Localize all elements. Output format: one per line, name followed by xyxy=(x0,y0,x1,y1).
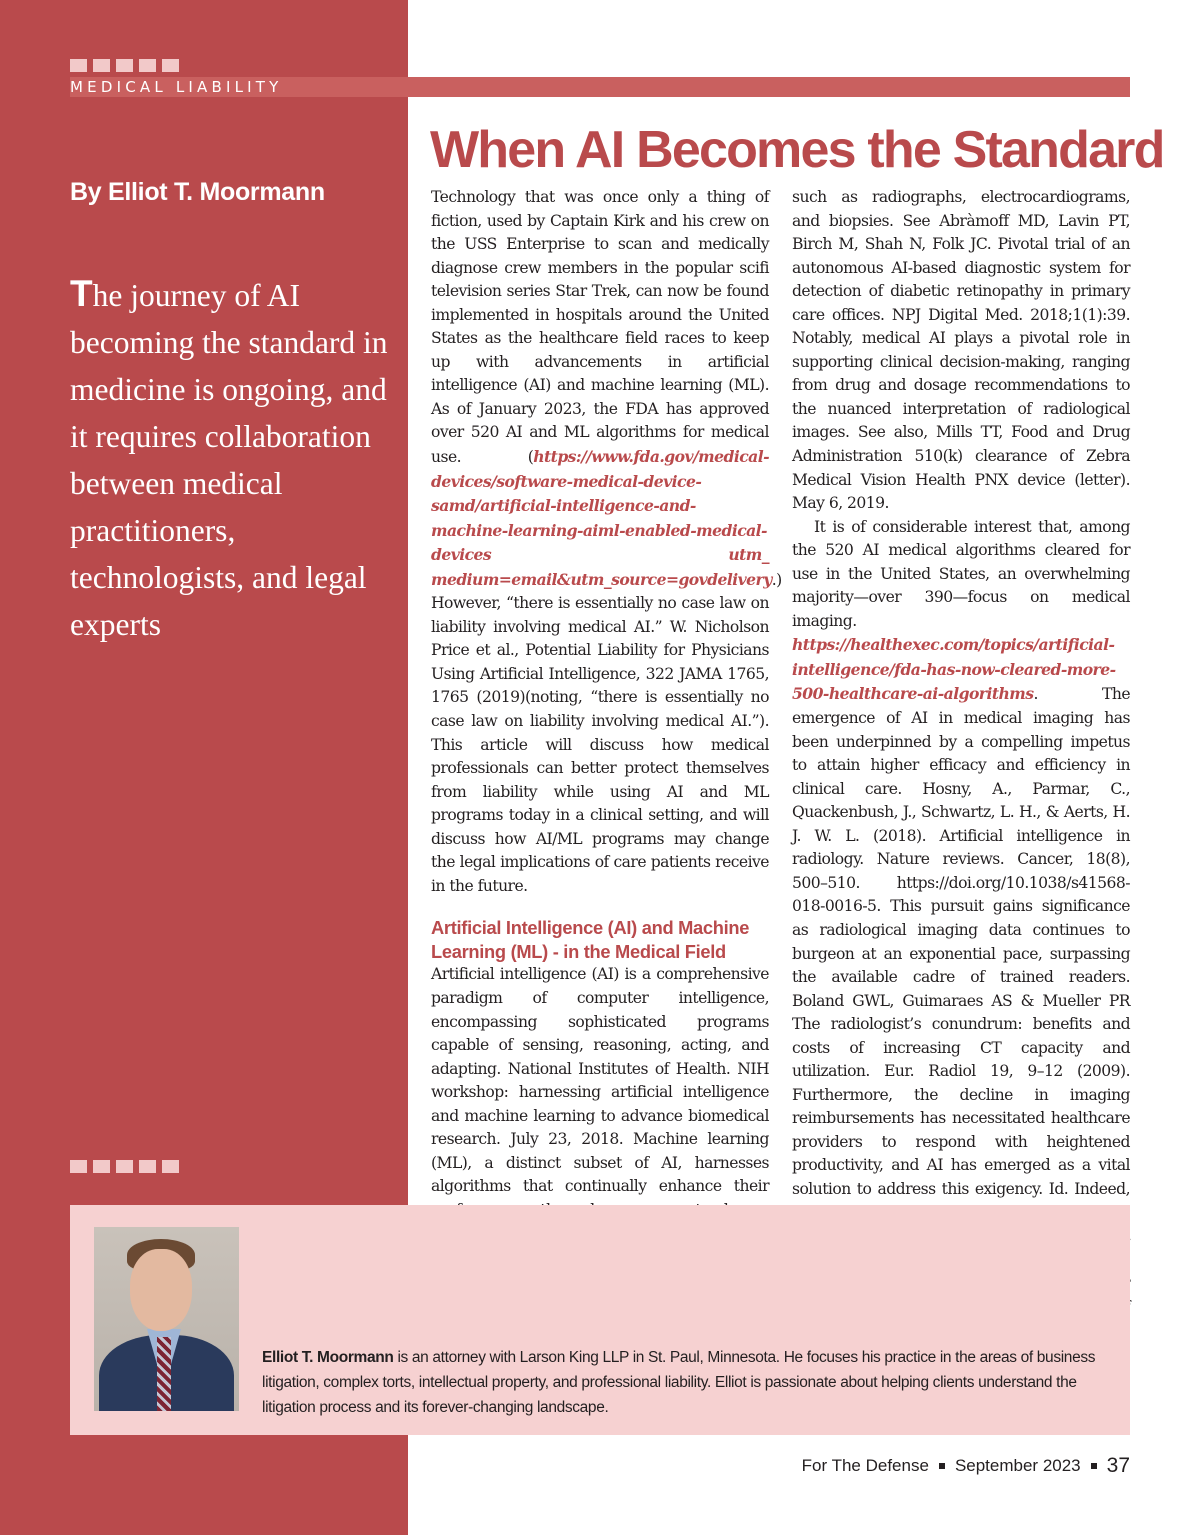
page-footer xyxy=(802,1454,1130,1478)
section-label: MEDICAL LIABILITY xyxy=(70,78,283,96)
section-subhead: Artificial Intelligence (AI) and Machine Learning (ML) - in the Medical Field xyxy=(431,917,750,962)
footer-separator xyxy=(1091,1463,1097,1469)
footer-date: September 2023 xyxy=(954,1456,1081,1475)
decorative-squares-bottom xyxy=(70,1160,179,1173)
pullquote-dropcap: T xyxy=(70,273,93,314)
pullquote-text: he journey of AI becoming the standard in medicine is ongoing, and it requires collaboration between medical practitioners, technologists, and legal experts xyxy=(70,278,388,642)
page-number: 37 xyxy=(1106,1454,1130,1477)
paragraph-continued: such as radiographs, electrocardiograms, and biopsies. See Abràmoff MD, Lavin PT, Birch M, Shah N, Folk JC. Pivotal trial of an autonomous AI-based diagnostic system for detection of diabetic retinopathy in primary care offices. NPJ Digital Med. 2018;1(1):39. Notably, medical AI plays a pivotal role in supporting clinical decision-making, ranging from drug and dosage recommendations to the nuanced interpretation of radiological images. See also, Mills TT, Food and Drug Administration 510(k) clearance of Zebra Medical Vision Health PNX device (letter). May 6, 2019. xyxy=(792,188,1130,513)
article-column-right xyxy=(792,186,1130,1343)
article-title: When AI Becomes the Standard xyxy=(430,121,1164,179)
author-bio-description: is an attorney with Larson King LLP in St. Paul, Minnesota. He focuses his practice in the areas of business litigation, complex torts, intellectual property, and professional liability. Elliot is passionate about helping clients understand the litigation process and its forever-changing landscape. xyxy=(262,1349,1096,1416)
decorative-squares-top xyxy=(70,59,179,72)
paragraph-text: .) However, “there is essentially no case law on liability involving medical AI.” W. Nicholson Price et al., Potential Liability for Physicians Using Artificial Intelligence, 322 JAMA 1765, 1765 (2019)(noting, “there is essentially no case law on liability involving medical AI.”). This article will discuss how medical professionals can better protect themselves from liability while using AI and ML programs today in a clinical setting, and will discuss how AI/ML programs may change the legal implications of care patients receive in the future. xyxy=(431,570,782,895)
article-column-left xyxy=(431,186,782,1340)
paragraph-intro xyxy=(431,186,782,898)
fda-link[interactable]: https://www.fda.gov/medical-devices/software-medical-device-samd/artificial-intelligence-and-machine-learning-aiml-enabled-medical-devices utm_ medium=email&utm_source=govdelivery xyxy=(431,447,772,589)
author-bio-text xyxy=(262,1345,1122,1420)
paragraph-text: Technology that was once only a thing of fiction, used by Captain Kirk and his crew on the USS Enterprise to scan and medically diagnose crew members in the popular scifi television series Star Trek, can now be found implemented in hospitals around the United States as the healthcare field races to keep up with advancements in artificial intelligence (AI) and machine learning (ML). As of January 2023, the FDA has approved over 520 AI and ML algorithms for medical use. ( xyxy=(431,188,769,467)
paragraph-text: . The emergence of AI in medical imaging has been underpinned by a compelling impetus to attain higher efficacy and efficiency in clinical care. Hosny, A., Parmar, C., Quackenbush, J., Schwartz, L. H., & Aerts, H. J. W. L. (2018). Artificial intelligence in radiology. Nature reviews. Cancer, 18(8), 500–510. https://doi.org/10.1038/s41568-018-0016-5. This pursuit gains significance as radiological imaging data continues to burgeon at an exponential pace, surpassing the available cadre of trained readers. Boland GWL, Guimaraes AS & Mueller PR The radiologist’s conundrum: benefits and costs of increasing CT capacity and utilization. Eur. Radiol 19, 9–12 (2009). Furthermore, the decline in imaging reimbursements has necessitated healthcare providers to respond with heightened productivity, and AI has emerged as a vital solution to address this exigency. Id. Indeed, xyxy=(792,685,1130,1198)
author-bio-name: Elliot T. Moormann xyxy=(262,1349,394,1366)
pullquote xyxy=(70,270,400,648)
byline: By Elliot T. Moormann xyxy=(70,178,325,206)
paragraph-text: It is of considerable interest that, among the 520 AI medical algorithms cleared for use in the United States, an overwhelming majority—over 390—focus on medical imaging. xyxy=(792,517,1130,630)
paragraph-ai-definition: Artificial intelligence (AI) is a comprehensive paradigm of computer intelligence, encompassing sophisticated programs capable of sensing, reasoning, acting, and adapting. National Institutes of Health. NIH workshop: harnessing artificial intelligence and machine learning to advance biomedical research. July 23, 2018. Machine learning (ML), a distinct subset of AI, harnesses algorithms that continually enhance their xyxy=(431,965,769,1196)
footer-publication: For The Defense xyxy=(801,1456,929,1475)
healthexec-link[interactable]: https://healthexec.com/topics/artificial-intelligence/fda-has-now-cleared-more-500-healthcare-ai-algorithms xyxy=(792,635,1116,704)
footer-separator xyxy=(939,1463,945,1469)
author-photo xyxy=(94,1227,239,1411)
